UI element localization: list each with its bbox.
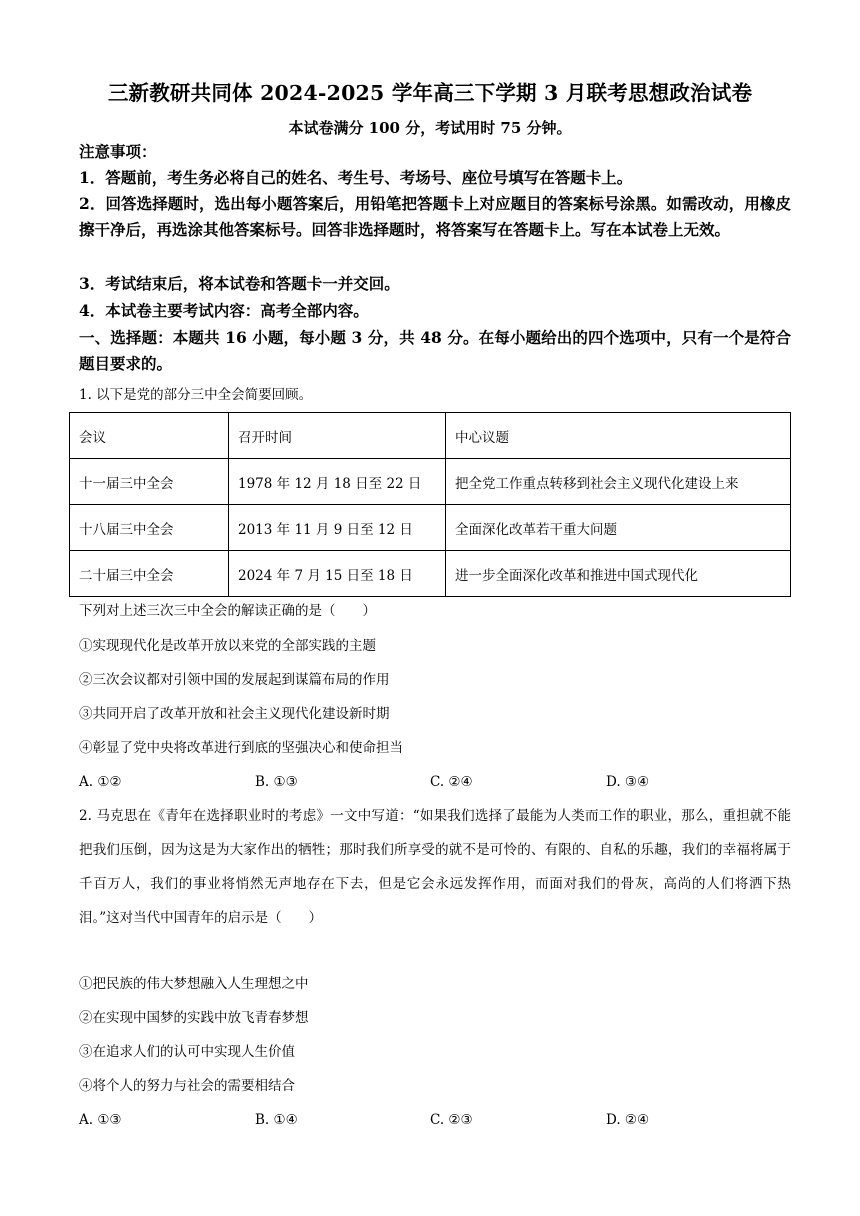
q2-option-c: C. ②③ — [430, 1112, 473, 1128]
notice-item-3: 3．考试结束后，将本试卷和答题卡一并交回。 — [79, 274, 400, 293]
table-row — [70, 505, 791, 551]
section-heading: 一、选择题：本题共 16 小题，每小题 3 分，共 48 分。在每小题给出的四个选项中，只有一个是符合题目要求的。 — [79, 328, 791, 373]
notice-item-2: 2．回答选择题时，选出每小题答案后，用铅笔把答题卡上对应题目的答案标号涂黑。如需改动，用橡皮擦干净后，再选涂其他答案标号。回答非选择题时，将答案写在答题卡上。写在本试卷上无效。 — [79, 194, 791, 239]
table-header-cell: 中心议题 — [446, 413, 791, 459]
notice-heading: 注意事项： — [79, 142, 157, 161]
q2-stem: 2. 马克思在《青年在选择职业时的考虑》一文中写道：“如果我们选择了最能为人类而工作的职业，那么，重担就不能把我们压倒，因为这是为大家作出的牺牲；那时我们所享受的就不是可怜的、有限的、自私的乐趣，我们的幸福将属于千百万人，我们的事业将悄然无声地存在下去，但是它会永远发挥作用，而面对我们的骨灰，高尚的人们将洒下热泪。”这对当代中国青年的启示是（ ） — [79, 808, 791, 926]
table-row — [70, 551, 791, 597]
q1-option-c: C. ②④ — [430, 774, 473, 790]
table-cell: 把全党工作重点转移到社会主义现代化建设上来 — [446, 459, 791, 505]
exam-subtitle: 本试卷满分 100 分，考试用时 75 分钟。 — [288, 119, 572, 137]
q1-statement-3: ③共同开启了改革开放和社会主义现代化建设新时期 — [79, 706, 390, 722]
table-cell: 十八届三中全会 — [70, 505, 229, 551]
q2-statement-2: ②在实现中国梦的实践中放飞青春梦想 — [79, 1010, 309, 1026]
notice-item-4: 4．本试卷主要考试内容：高考全部内容。 — [79, 301, 369, 320]
table-cell: 1978 年 12 月 18 日至 22 日 — [229, 459, 446, 505]
q2-statement-1: ①把民族的伟大梦想融入人生理想之中 — [79, 976, 309, 992]
q2-statement-4: ④将个人的努力与社会的需要相结合 — [79, 1078, 295, 1094]
q1-option-b: B. ①③ — [255, 774, 298, 790]
table-cell: 2024 年 7 月 15 日至 18 日 — [229, 551, 446, 597]
q1-option-d: D. ③④ — [606, 774, 650, 790]
table-cell: 进一步全面深化改革和推进中国式现代化 — [446, 551, 791, 597]
page-title: 三新教研共同体 2024-2025 学年高三下学期 3 月联考思想政治试卷 — [107, 81, 753, 105]
q1-statement-1: ①实现现代化是改革开放以来党的全部实践的主题 — [79, 638, 376, 654]
table-cell: 十一届三中全会 — [70, 459, 229, 505]
q1-statement-4: ④彰显了党中央将改革进行到底的坚强决心和使命担当 — [79, 740, 403, 756]
q2-option-d: D. ②④ — [606, 1112, 650, 1128]
table-cell: 二十届三中全会 — [70, 551, 229, 597]
table-header-row — [70, 413, 791, 459]
table-header-cell: 召开时间 — [229, 413, 446, 459]
q2-statement-3: ③在追求人们的认可中实现人生价值 — [79, 1044, 295, 1060]
q2-option-b: B. ①④ — [255, 1112, 298, 1128]
q1-statement-2: ②三次会议都对引领中国的发展起到谋篇布局的作用 — [79, 672, 390, 688]
q1-question: 下列对上述三次三中全会的解读正确的是（ ） — [79, 603, 376, 619]
notice-item-1: 1．答题前，考生务必将自己的姓名、考生号、考场号、座位号填写在答题卡上。 — [79, 168, 633, 187]
q1-stem: 1. 以下是党的部分三中全会简要回顾。 — [79, 387, 313, 403]
plenum-table — [69, 412, 791, 597]
table-cell: 全面深化改革若干重大问题 — [446, 505, 791, 551]
table-cell: 2013 年 11 月 9 日至 12 日 — [229, 505, 446, 551]
q2-option-a: A. ①③ — [79, 1112, 122, 1128]
table-row — [70, 459, 791, 505]
q1-option-a: A. ①② — [79, 774, 122, 790]
table-header-cell: 会议 — [70, 413, 229, 459]
